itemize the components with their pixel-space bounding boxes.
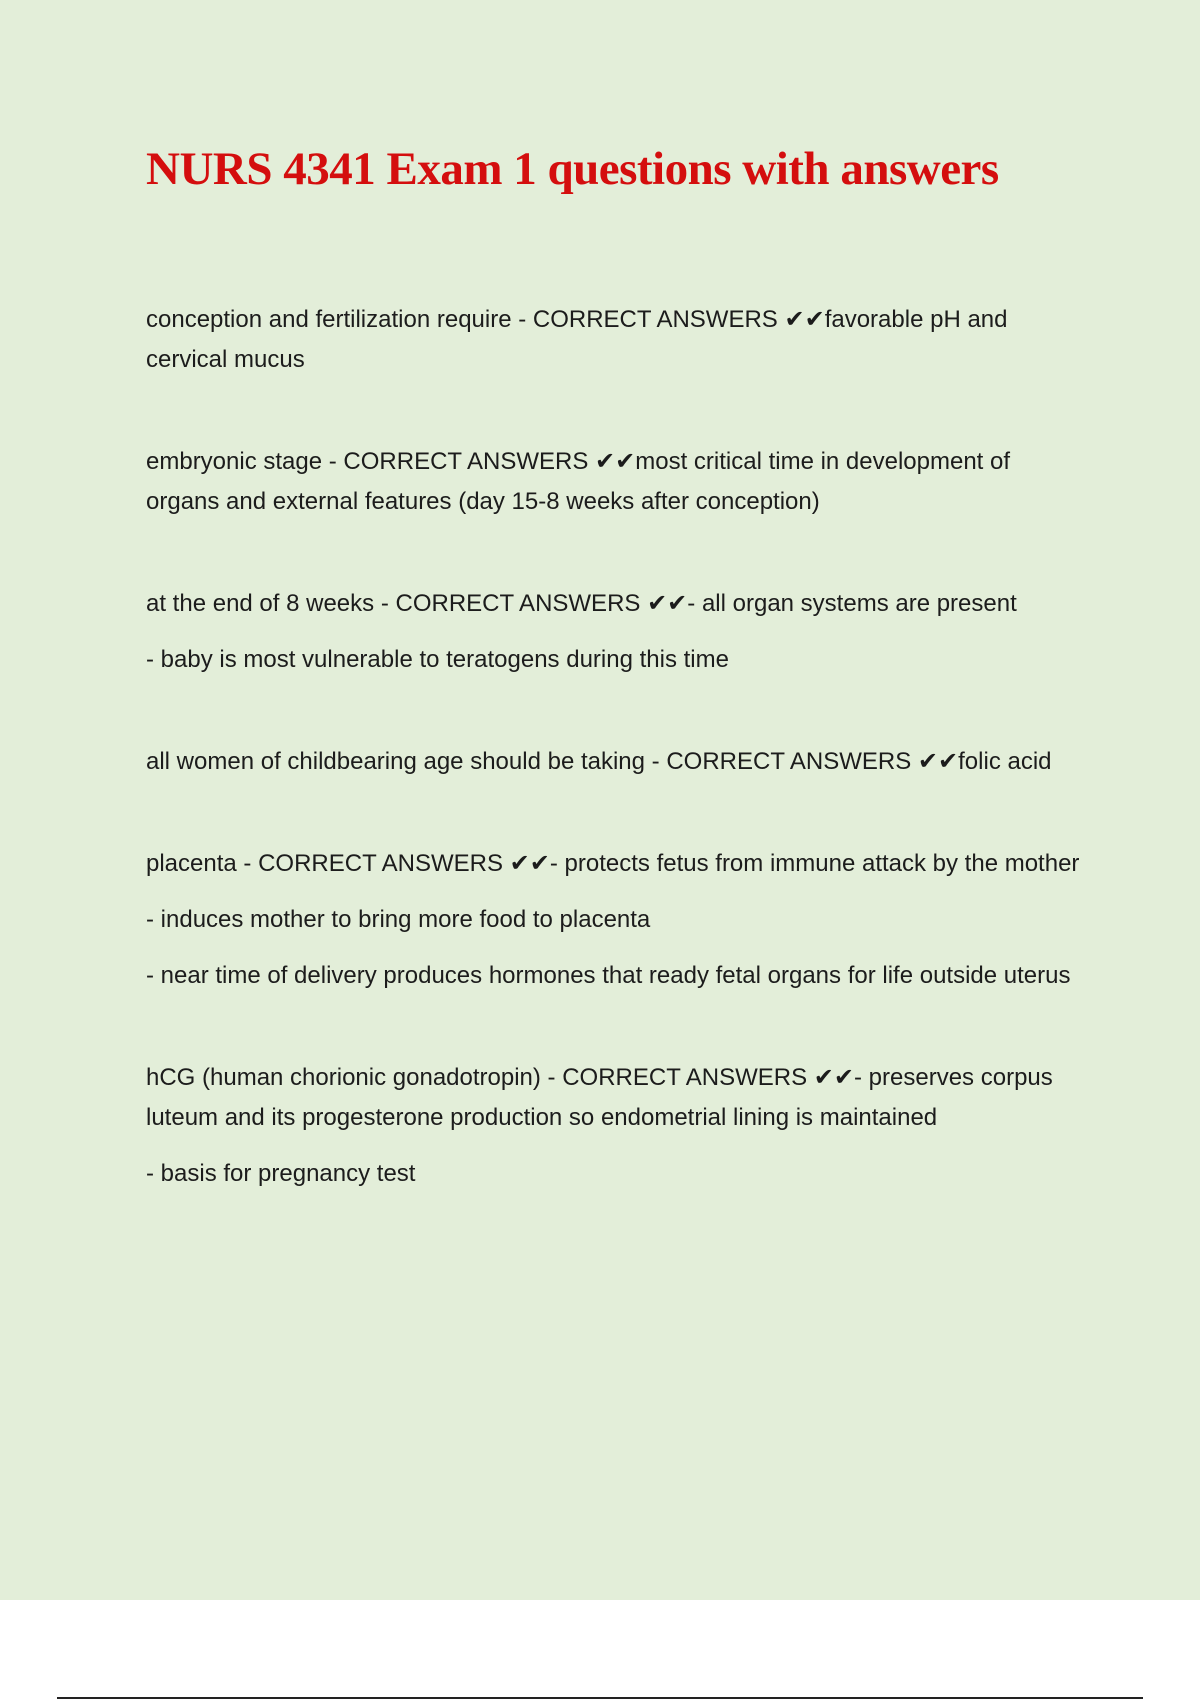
document-title: NURS 4341 Exam 1 questions with answers — [146, 143, 999, 195]
qa-item-folic-acid — [146, 742, 1086, 782]
qa-question-answer: at the end of 8 weeks - CORRECT ANSWERS ✔✔- all organ systems are present — [146, 590, 1017, 617]
qa-item-embryonic-stage — [146, 442, 1086, 522]
qa-question-answer: all women of childbearing age should be taking - CORRECT ANSWERS ✔✔folic acid — [146, 748, 1052, 775]
qa-answer-detail: - induces mother to bring more food to placenta — [146, 906, 651, 933]
qa-item-placenta — [146, 844, 1086, 996]
qa-question-answer: hCG (human chorionic gonadotropin) - CORRECT ANSWERS ✔✔- preserves corpus luteum and its progesterone production so endometrial lining is maintained — [146, 1064, 1053, 1131]
qa-list — [146, 300, 1086, 1256]
qa-question-answer: placenta - CORRECT ANSWERS ✔✔- protects fetus from immune attack by the mother — [146, 850, 1080, 877]
qa-question-answer: embryonic stage - CORRECT ANSWERS ✔✔most critical time in development of organs and external features (day 15-8 weeks after conception) — [146, 448, 1011, 515]
qa-item-conception — [146, 300, 1086, 380]
qa-answer-detail: - near time of delivery produces hormones that ready fetal organs for life outside uterus — [146, 962, 1071, 989]
qa-answer-detail: - basis for pregnancy test — [146, 1160, 416, 1187]
qa-question-answer: conception and fertilization require - CORRECT ANSWERS ✔✔favorable pH and cervical mucus — [146, 306, 1008, 373]
qa-item-end-of-8-weeks — [146, 584, 1086, 680]
qa-item-hcg — [146, 1058, 1086, 1194]
qa-answer-detail: - baby is most vulnerable to teratogens during this time — [146, 646, 729, 673]
footer-divider — [57, 1697, 1143, 1699]
